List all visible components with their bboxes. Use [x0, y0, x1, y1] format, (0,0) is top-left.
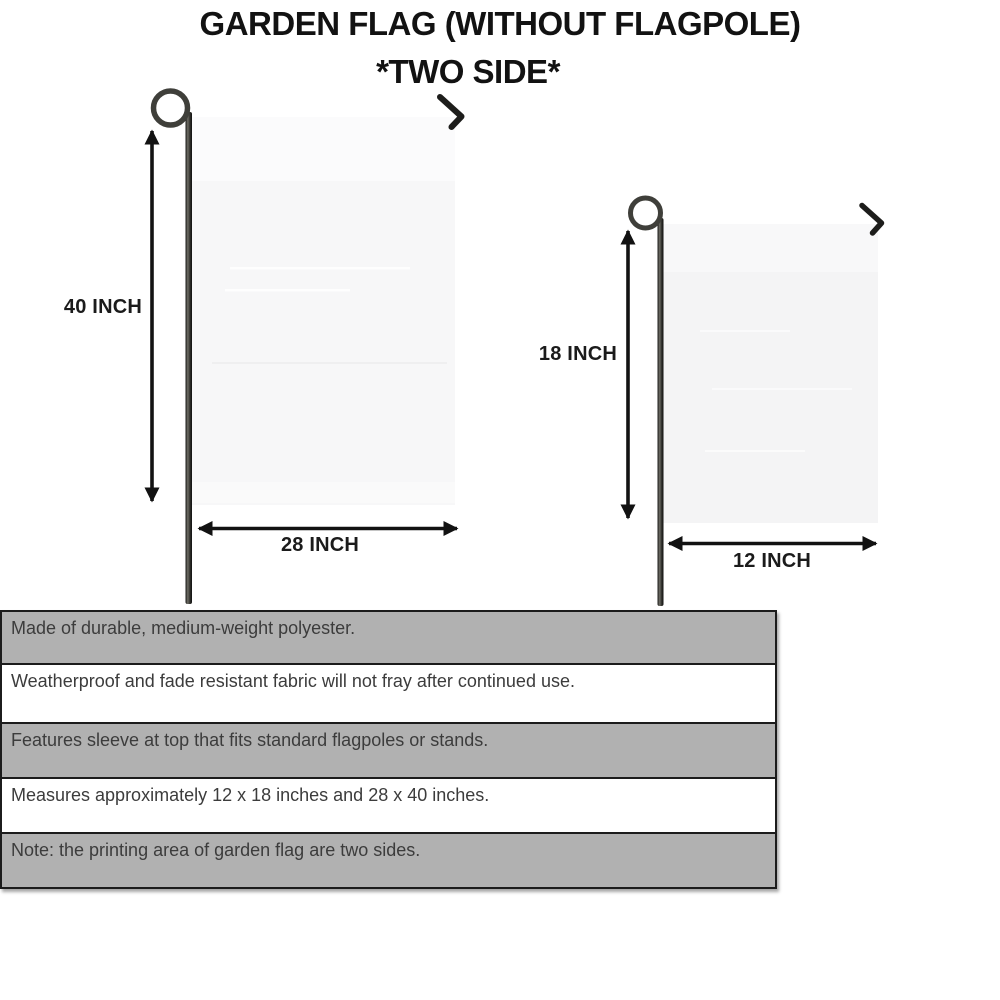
feature-row-weatherproof [2, 665, 775, 724]
small-flag-diagram [628, 198, 882, 606]
large-flag-height-label: 40 INCH [63, 296, 142, 318]
feature-row-material [2, 612, 775, 665]
small-flagpole [658, 218, 664, 606]
feature-text: Made of durable, medium-weight polyester. [11, 618, 356, 638]
small-flagpole-loop [631, 198, 661, 228]
feature-text: Measures approximately 12 x 18 inches and 28 x 40 inches. [11, 785, 490, 805]
feature-text: Weatherproof and fade resistant fabric will not fray after continued use. [11, 671, 575, 691]
feature-row-sleeve [2, 724, 775, 779]
feature-text: Note: the printing area of garden flag are two sides. [11, 840, 421, 860]
feature-text: Features sleeve at top that fits standard flagpoles or stands. [11, 730, 489, 750]
feature-row-measurements [2, 779, 775, 834]
large-flagpole-loop [154, 91, 188, 125]
page-subtitle: *TWO SIDE* [376, 53, 560, 90]
large-flag-width-label: 28 INCH [280, 534, 360, 556]
large-flagpole [186, 112, 193, 604]
feature-row-note [2, 834, 775, 887]
small-flag-height-label: 18 INCH [538, 343, 617, 365]
small-flag-width-label: 12 INCH [732, 550, 812, 572]
feature-list [0, 610, 777, 889]
small-flag-sleeve [663, 224, 878, 272]
page-title: GARDEN FLAG (WITHOUT FLAGPOLE) [199, 5, 801, 42]
large-flag-diagram [152, 91, 462, 604]
large-flag-sleeve [192, 117, 455, 181]
